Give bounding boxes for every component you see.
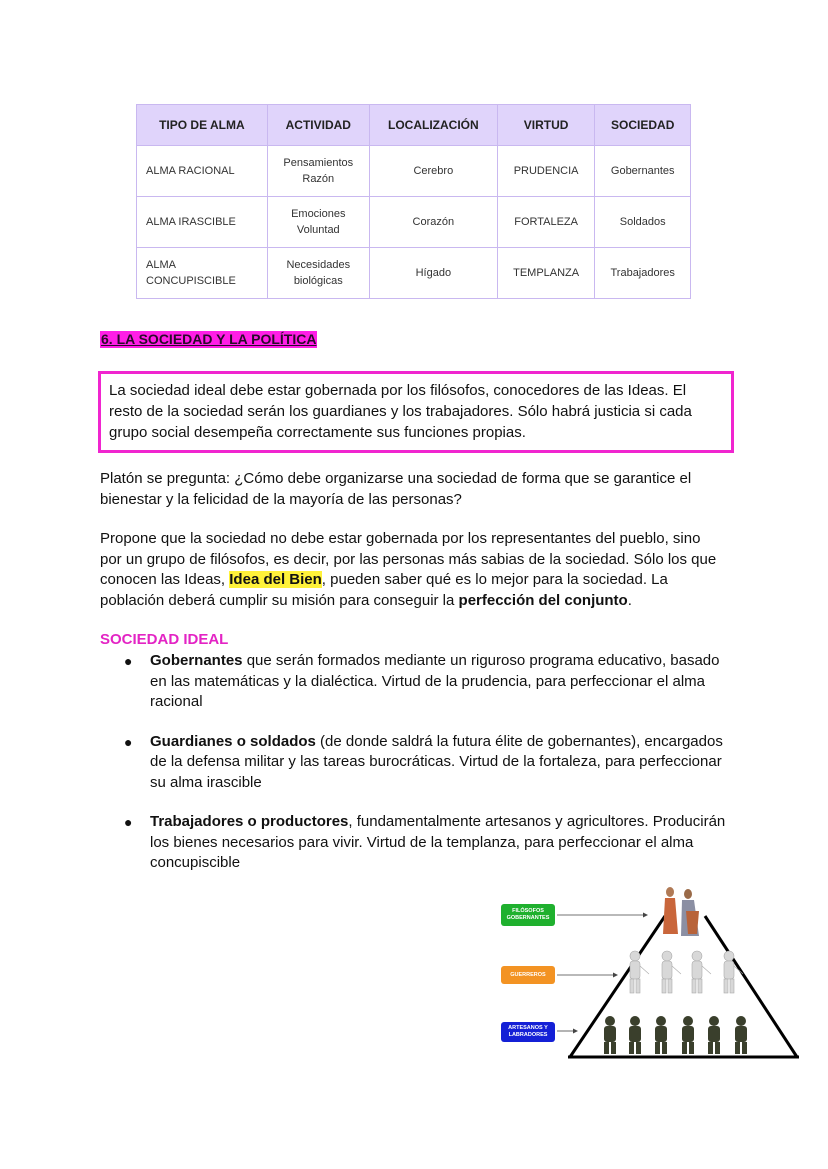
list-item: ● Trabajadores o productores, fundamentalmente artesanos y agricultores. Producirán los bienes necesarios para vivir. Virtud de la templanza, para perfeccionar el alma concupiscible: [124, 813, 726, 871]
cell-actividad: Necesidades biológicas: [267, 248, 369, 299]
section-heading: 6. LA SOCIEDAD Y LA POLÍTICA: [101, 331, 317, 347]
header-localizacion: LOCALIZACIÓN: [369, 105, 497, 146]
list-item: ● Gobernantes que serán formados mediante un riguroso programa educativo, basado en las matemáticas y la dialéctica. Virtud de la prudencia, para perfeccionar el alma racional: [124, 652, 720, 710]
cell-virtud: TEMPLANZA: [497, 248, 595, 299]
cell-virtud: PRUDENCIA: [497, 146, 595, 197]
cell-sociedad: Soldados: [595, 197, 691, 248]
label-filosofos: FILÓSOFOS GOBERNANTES: [501, 904, 555, 926]
cell-localizacion: Hígado: [369, 248, 497, 299]
cell-actividad: Pensamientos Razón: [267, 146, 369, 197]
list-item: ● Guardianes o soldados (de donde saldrá la futura élite de gobernantes), encargados de la defensa militar y las tareas burocráticas. Virtud de la fortaleza, para perfeccionar su alma irascible: [124, 732, 723, 791]
bullet-icon: ●: [124, 733, 133, 750]
label-guerreros: GUERREROS: [501, 966, 555, 984]
philosophers-figure: [663, 887, 699, 936]
cell-tipo: ALMA IRASCIBLE: [137, 197, 268, 248]
workers-figure: [604, 1016, 747, 1054]
cell-localizacion: Corazón: [369, 197, 497, 248]
table-row: [137, 248, 691, 299]
question-paragraph: Platón se pregunta: ¿Cómo debe organizarse una sociedad de forma que se garantice el bienestar y la felicidad de la mayoría de las personas?: [100, 470, 692, 508]
label-artesanos: ARTESANOS Y LABRADORES: [501, 1022, 555, 1042]
sub-heading: SOCIEDAD IDEAL: [100, 631, 229, 648]
ideal-society-list: [100, 651, 730, 893]
table-header-row: [137, 105, 691, 146]
warriors-figure: [630, 951, 743, 993]
soul-types-table: [136, 104, 691, 299]
cell-localizacion: Cerebro: [369, 146, 497, 197]
table-row: [137, 197, 691, 248]
summary-box: La sociedad ideal debe estar gobernada por los filósofos, conocedores de las Ideas. El resto de la sociedad serán los guardianes y los trabajadores. Sólo habrá justicia si cada grupo social desempeña correctamente sus funciones propias.: [98, 371, 734, 453]
header-sociedad: SOCIEDAD: [595, 105, 691, 146]
cell-tipo: ALMA RACIONAL: [137, 146, 268, 197]
table-row: [137, 146, 691, 197]
bold-perfeccion: perfección del conjunto: [458, 591, 628, 609]
cell-actividad: Emociones Voluntad: [267, 197, 369, 248]
cell-sociedad: Trabajadores: [595, 248, 691, 299]
proposal-paragraph: Propone que la sociedad no debe estar gobernada por los representantes del pueblo, sino por un grupo de filósofos, es decir, por las personas más sabias de la sociedad. Sólo los que conocen las Ideas, Idea del Bien, pueden saber qué es lo mejor para la sociedad. La población deberá cumplir su misión para conseguir la perfección del conjunto.: [100, 530, 717, 609]
bullet-icon: ●: [124, 653, 133, 669]
social-pyramid-figure: [495, 876, 805, 1066]
highlight-idea-del-bien: Idea del Bien: [229, 571, 322, 588]
cell-sociedad: Gobernantes: [595, 146, 691, 197]
cell-virtud: FORTALEZA: [497, 197, 595, 248]
bullet-icon: ●: [124, 814, 133, 830]
header-tipo: TIPO DE ALMA: [137, 105, 268, 146]
header-virtud: VIRTUD: [497, 105, 595, 146]
cell-tipo: ALMA CONCUPISCIBLE: [137, 248, 268, 299]
header-actividad: ACTIVIDAD: [267, 105, 369, 146]
